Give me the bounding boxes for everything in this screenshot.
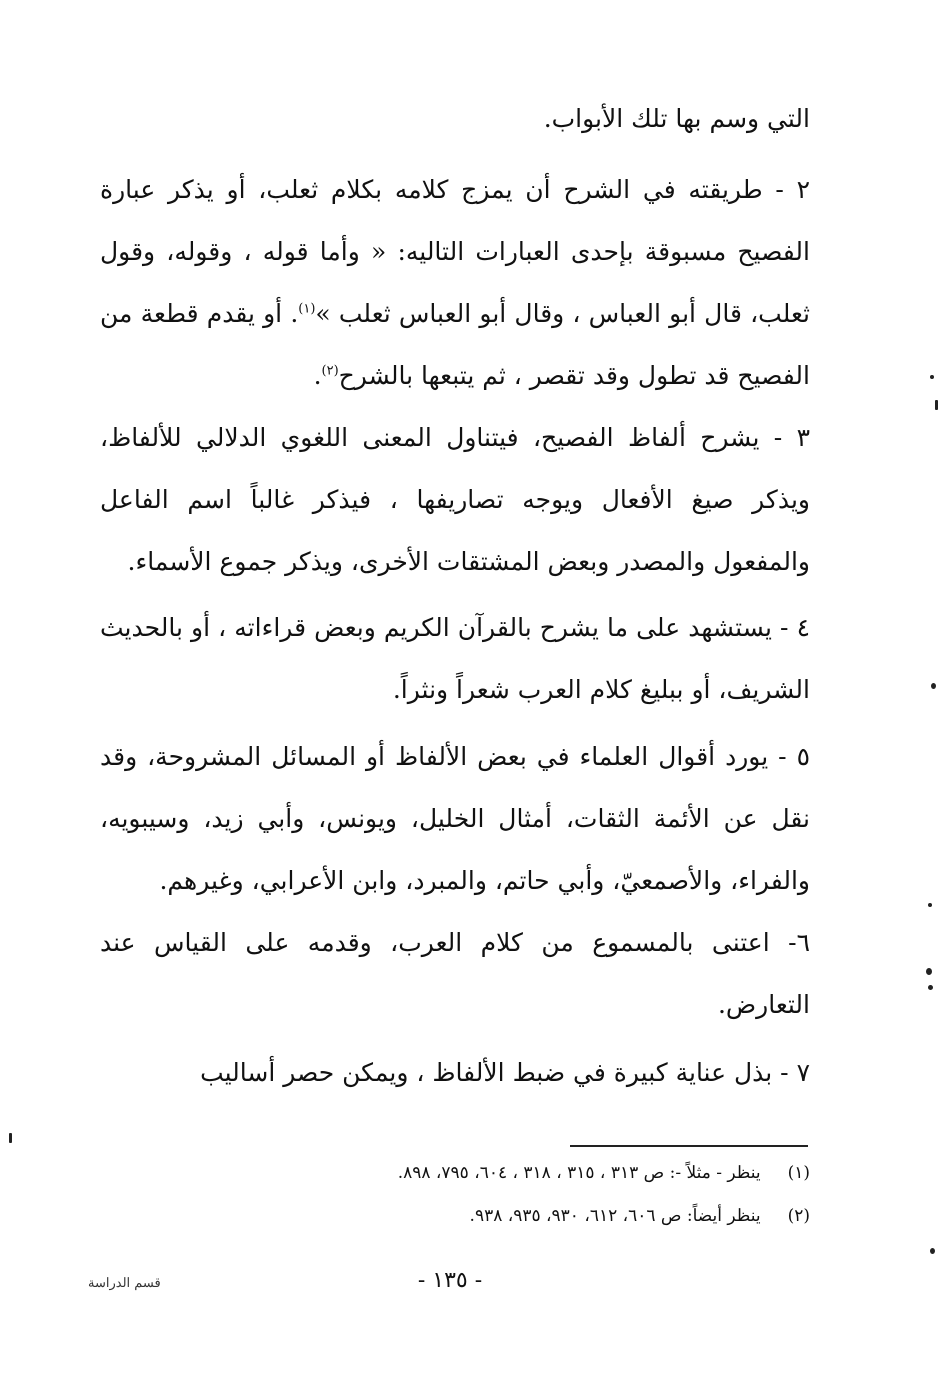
footnote-text: ينظر أيضاً: ص ٦٠٦، ٦١٢، ٩٣٠، ٩٣٥، ٩٣٨. (469, 1206, 761, 1226)
paragraph-intro-line (100, 88, 810, 150)
footnote-number: (٢) (787, 1206, 810, 1226)
footnote-2 (180, 1203, 810, 1229)
scan-speck (930, 1248, 935, 1254)
scan-speck (928, 985, 933, 990)
paragraph-text: التي وسم بها تلك الأبواب. (543, 104, 810, 133)
footnote-divider (570, 1145, 808, 1147)
scan-speck (9, 1133, 12, 1143)
paragraph-text-c: . (313, 361, 322, 390)
footnote-number: (١) (787, 1163, 810, 1183)
paragraph-text: ٢ - طريقته في الشرح أن يمزج كلامه بكلام ثعلب، أو يذكر عبارة الفصيح مسبوقة بإحدى العبارات التاليه: « وأما قوله ، وقوله، وقول ثعلب، قال أبو العباس ، وقال أبو العباس ثعلب » (100, 175, 810, 328)
footnote-1 (180, 1160, 810, 1186)
paragraph-2 (100, 159, 810, 407)
scan-speck (931, 683, 936, 689)
paragraph-7 (100, 1042, 810, 1104)
paragraph-6 (100, 912, 810, 1036)
paragraph-text-b: . أو يقدم قطعة من الفصيح قد تطول وقد تقصر ، ثم يتبعها بالشرح (100, 299, 810, 390)
page-number: - ١٣٥ - (417, 1268, 483, 1293)
paragraph-4 (100, 597, 810, 721)
paragraph-text: ٣ - يشرح ألفاظ الفصيح، فيتناول المعنى اللغوي الدلالي للألفاظ، ويذكر صيغ الأفعال ويوجه تصاريفها ، فيذكر غالباً اسم الفاعل والمفعول والمصدر وبعض المشتقات الأخرى، ويذكر جموع الأسماء. (100, 423, 810, 576)
footnote-ref-2[interactable]: (٢) (321, 363, 339, 379)
paragraph-text: ٧ - بذل عناية كبيرة في ضبط الألفاظ ، ويمكن حصر أساليب (200, 1058, 810, 1087)
scan-speck (935, 400, 938, 410)
paragraph-text: ٤ - يستشهد على ما يشرح بالقرآن الكريم وبعض قراءاته ، أو بالحديث الشريف، أو ببليغ كلام العرب شعراً ونثراً. (100, 613, 810, 704)
footnote-ref-1[interactable]: (١) (298, 301, 316, 317)
scan-speck (928, 903, 932, 907)
scan-speck (926, 968, 932, 975)
paragraph-text: ٦- اعتنى بالمسموع من كلام العرب، وقدمه على القياس عند التعارض. (100, 928, 810, 1019)
running-footer: قسم الدراسة (88, 1276, 161, 1291)
paragraph-3 (100, 407, 810, 593)
footnote-text: ينظر - مثلاً -: ص ٣١٣ ، ٣١٥ ، ٣١٨ ، ٦٠٤، ٧٩٥، ٨٩٨. (397, 1163, 761, 1183)
scan-speck (930, 375, 934, 379)
paragraph-5 (100, 726, 810, 912)
paragraph-text: ٥ - يورد أقوال العلماء في بعض الألفاظ أو المسائل المشروحة، وقد نقل عن الأئمة الثقات، أمثال الخليل، ويونس، وأبي زيد، وسيبويه، والفراء، والأصمعيّ، وأبي حاتم، والمبرد، وابن الأعرابي، وغيرهم. (100, 742, 810, 895)
